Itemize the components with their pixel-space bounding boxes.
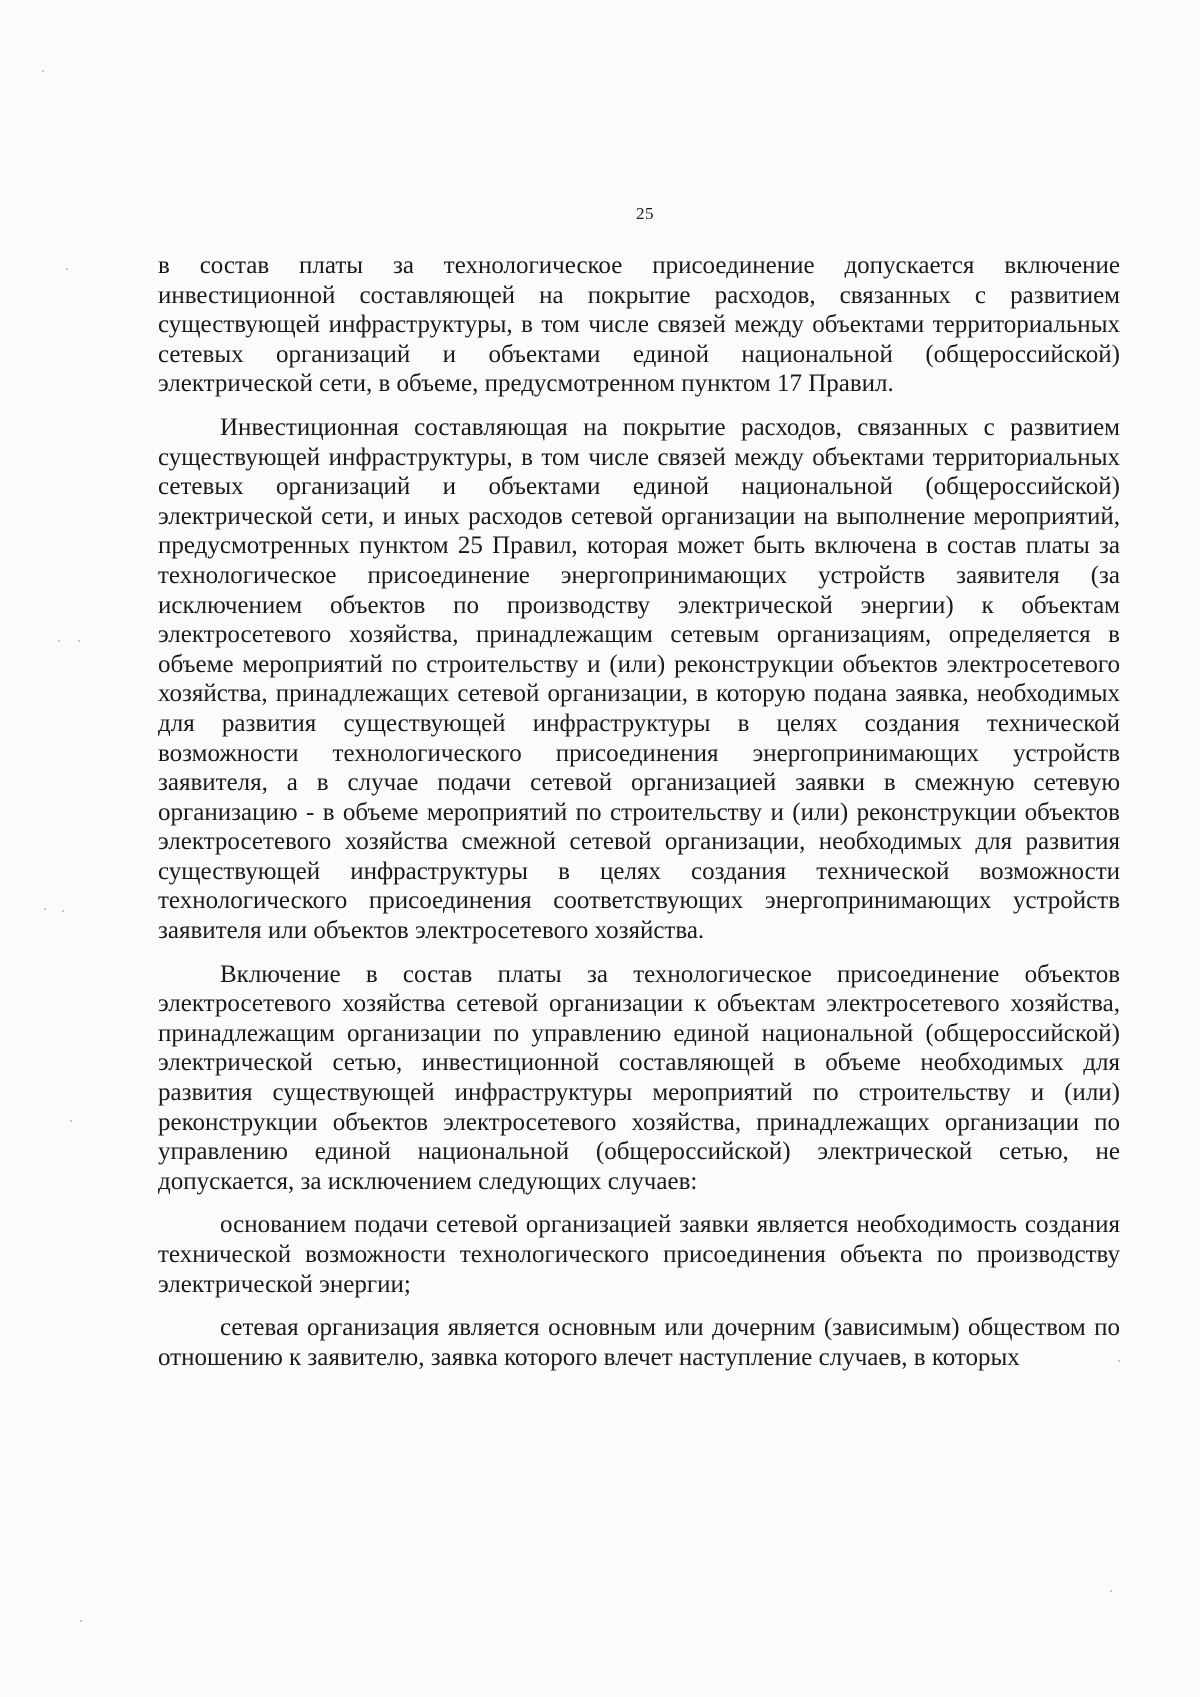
paragraph-investment-component: Инвестиционная составляющая на покрытие расходов, связанных с развитием существующей инфраструктуры, в том числе связей между объектами территориальных сетевых организаций и объектами единой национальной (общероссийской) электрической сети, и иных расходов сетевой организации на выполнение мероприятий, предусмотренных пунктом 25 Правил, которая может быть включена в состав платы за технологическое присоединение энергопринимающих устройств заявителя (за исключением объектов по производству электрической энергии) к объектам электросетевого хозяйства, принадлежащим сетевым организациям, определяется в объеме мероприятий по строительству и (или) реконструкции объектов электросетевого хозяйства, принадлежащих сетевой организации, в которую подана заявка, необходимых для развития существующей инфраструктуры в целях создания технической возможности технологического присоединения энергопринимающих устройств заявителя, а в случае подачи сетевой организацией заявки в смежную сетевую организацию - в объеме мероприятий по строительству и (или) реконструкции объектов электросетевого хозяйства смежной сетевой организации, необходимых для развития существующей инфраструктуры в целях создания технической возможности технологического присоединения соответствующих энергопринимающих устройств заявителя или объектов электросетевого хозяйства. bbox=[158, 413, 1120, 945]
scan-speck bbox=[44, 908, 46, 910]
paragraph-exception-2: сетевая организация является основным или дочерним (зависимым) обществом по отношению к заявителю, заявка которого влечет наступление случаев, в которых bbox=[158, 1314, 1120, 1371]
scan-speck bbox=[66, 268, 68, 270]
paragraph-exception-1: основанием подачи сетевой организацией заявки является необходимость создания технической возможности технологического присоединения объекта по производству электрической энергии; bbox=[158, 1211, 1120, 1298]
scan-speck bbox=[58, 640, 60, 642]
scan-speck bbox=[42, 70, 44, 72]
scan-speck bbox=[1110, 1590, 1112, 1592]
page-number: 25 bbox=[636, 204, 654, 223]
scan-speck bbox=[1118, 1360, 1120, 1362]
document-body bbox=[158, 251, 1120, 1386]
paragraph-inclusion-restriction: Включение в состав платы за технологическое присоединение объектов электросетевого хозяйства сетевой организации к объектам электросетевого хозяйства, принадлежащим организации по управлению единой национальной (общероссийской) электрической сетью, инвестиционной составляющей в объеме необходимых для развития существующей инфраструктуры мероприятий по строительству и (или) реконструкции объектов электросетевого хозяйства, принадлежащих организации по управлению единой национальной (общероссийской) электрической сетью, не допускается, за исключением следующих случаев: bbox=[158, 960, 1120, 1195]
scan-speck bbox=[70, 1120, 72, 1122]
scan-speck bbox=[78, 640, 80, 642]
paragraph-1-continuation: в состав платы за технологическое присоединение допускается включение инвестиционной составляющей на покрытие расходов, связанных с развитием существующей инфраструктуры, в том числе связей между объектами территориальных сетевых организаций и объектами единой национальной (общероссийской) электрической сети, в объеме, предусмотренном пунктом 17 Правил. bbox=[158, 252, 1120, 398]
scan-speck bbox=[80, 1620, 82, 1622]
scan-speck bbox=[62, 910, 64, 912]
